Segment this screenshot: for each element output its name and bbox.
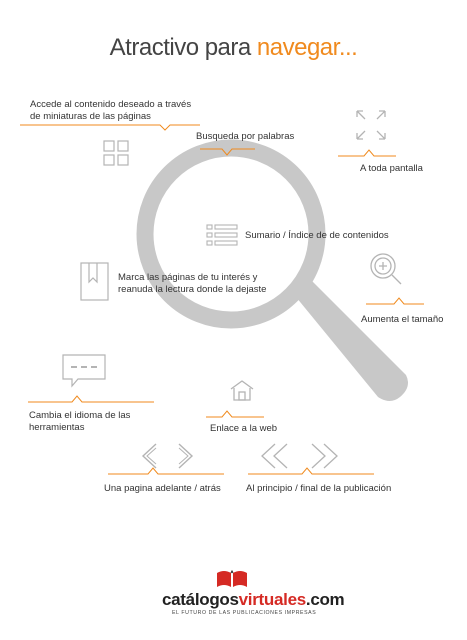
logo-part2: virtuales: [238, 590, 306, 609]
thumbnails-connector: [20, 124, 200, 132]
search-connector: [200, 147, 270, 157]
fullscreen-icon[interactable]: [354, 108, 388, 142]
page-nav-connector: [108, 466, 228, 476]
logo-tagline: EL FUTURO DE LAS PUBLICACIONES IMPRESAS: [172, 610, 317, 616]
zoom-icon[interactable]: [368, 251, 404, 287]
bookmark-icon[interactable]: [80, 262, 110, 302]
logo-part3: .com: [305, 590, 345, 609]
summary-icon[interactable]: [206, 224, 238, 246]
language-label: Cambia el idioma de las herramientas: [29, 410, 131, 433]
zoom-label: Aumenta el tamaño: [361, 314, 444, 325]
logo-part1: catálogos: [162, 590, 239, 609]
page-nav-label: Una pagina adelante / atrás: [104, 483, 221, 494]
summary-label: Sumario / Índice de de contenidos: [245, 230, 389, 241]
brand-logo[interactable]: [162, 590, 344, 610]
fullscreen-label: A toda pantalla: [360, 163, 423, 174]
book-logo-icon: [215, 567, 249, 589]
zoom-connector: [366, 296, 426, 306]
title-accent: navegar...: [256, 34, 358, 61]
home-connector: [206, 409, 266, 419]
home-icon[interactable]: [229, 379, 255, 401]
language-icon[interactable]: [62, 354, 106, 388]
start-end-label: Al principio / final de la publicación: [246, 483, 392, 494]
title-main: Atractivo para: [109, 34, 257, 61]
fullscreen-connector: [338, 148, 398, 158]
bookmark-label: Marca las páginas de tu interés y reanuda la lectura donde la dejaste: [118, 272, 267, 295]
search-label: Busqueda por palabras: [196, 131, 295, 142]
thumbnails-icon[interactable]: [103, 140, 129, 166]
language-connector: [28, 394, 158, 404]
thumbnails-label: Accede al contenido deseado a través de miniaturas de las páginas: [30, 99, 192, 122]
page-title: [0, 34, 467, 62]
home-label: Enlace a la web: [210, 423, 278, 434]
start-end-connector: [248, 466, 378, 476]
